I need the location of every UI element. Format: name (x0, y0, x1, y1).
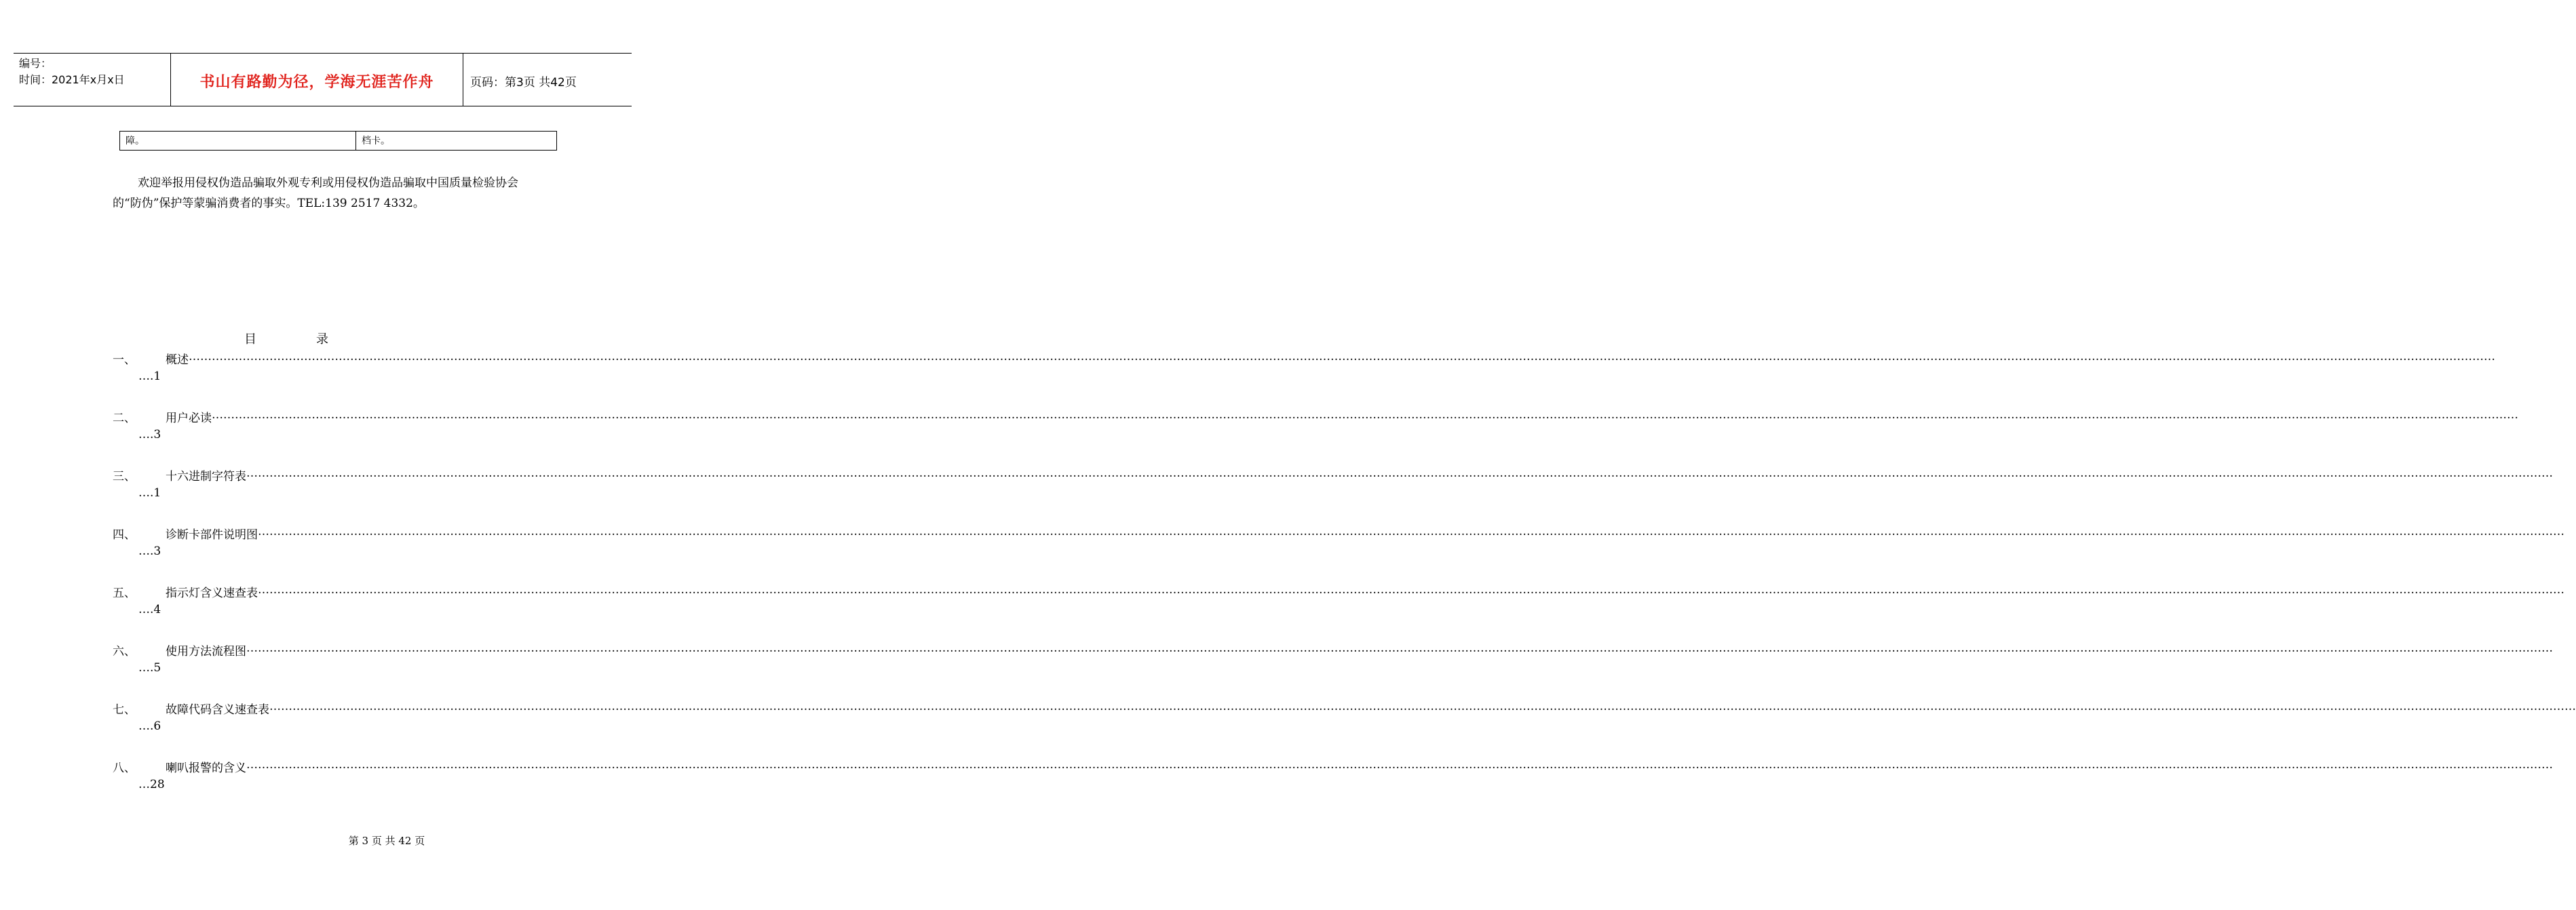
header-meta (19, 56, 125, 88)
toc-leader-dots: …………………………………………………………………………………………………………………………………………………………………………………………………………………………………………………………………………………………………………………………………………………………………………………………………………………………………………………………………………………………………………………………………………………… (246, 467, 2553, 480)
toc-title (244, 330, 328, 347)
time-label: 时间：2021年x月x日 (19, 73, 125, 86)
toc-item-page: ….3 (138, 545, 161, 558)
toc-leader-dots: …………………………………………………………………………………………………………………………………………………………………………………………………………………………………………………………………………………………………………………………………………………………………………………………………………………………………………………………………………………………………………………………………………………… (258, 525, 2564, 538)
toc-item-page: ….5 (138, 661, 161, 675)
toc-item-label: 诊断卡部件说明图 (166, 528, 258, 542)
header-top-rule (14, 53, 632, 54)
toc-item-label: 指示灯含义速查表 (166, 587, 258, 600)
toc-title-char-1: 目 (244, 332, 256, 347)
toc-leader-dots: …………………………………………………………………………………………………………………………………………………………………………………………………………………………………………………………………………………………………………………………………………………………………………………………………………………………………………………………………………………………………………………………………………………… (246, 758, 2553, 772)
serial-label: 编号： (19, 57, 52, 70)
toc-item-number: 六、 (113, 645, 136, 658)
toc-item[interactable] (113, 408, 2518, 449)
toc-title-char-2: 录 (316, 332, 328, 347)
toc-item-number: 二、 (113, 412, 136, 425)
toc-leader-dots: …………………………………………………………………………………………………………………………………………………………………………………………………………………………………………………………………………………………………………………………………………………………………………………………………………………………………………………………………………………………………………………………………………………… (246, 641, 2553, 655)
toc-item[interactable] (113, 641, 2553, 682)
toc-item-page: ….4 (138, 603, 161, 616)
toc-item-number: 三、 (113, 470, 136, 483)
toc-item-label: 用户必读 (166, 412, 212, 425)
toc-item-page: ….1 (138, 486, 161, 500)
toc-item-page: …28 (138, 778, 165, 791)
toc-item[interactable] (113, 700, 2576, 740)
table-cell-left: 障。 (120, 132, 356, 150)
page-footer: 第 3 页 共 42 页 (348, 835, 425, 847)
toc-item-number: 一、 (113, 353, 136, 367)
table-cell-right: 档卡。 (362, 136, 390, 146)
toc-item[interactable] (113, 525, 2564, 566)
toc-item[interactable] (113, 583, 2564, 624)
toc-item[interactable] (113, 467, 2553, 507)
continued-table (119, 131, 557, 151)
toc-item-number: 五、 (113, 587, 136, 600)
header-motto: 书山有路勤为径，学海无涯苦作舟 (199, 74, 434, 91)
toc-item-label: 喇叭报警的含义 (166, 761, 246, 775)
toc-item[interactable] (113, 350, 2495, 391)
toc-item-number: 八、 (113, 761, 136, 775)
toc-item-page: ….6 (138, 719, 161, 733)
toc-item-page: ….1 (138, 370, 161, 383)
toc-item-label: 使用方法流程图 (166, 645, 246, 658)
toc-leader-dots: …………………………………………………………………………………………………………………………………………………………………………………………………………………………………………………………………………………………………………………………………………………………………………………………………………………………………………………………………………………………………………………………………………………… (269, 700, 2576, 713)
toc-leader-dots: …………………………………………………………………………………………………………………………………………………………………………………………………………………………………………………………………………………………………………………………………………………………………………………………………………………………………………………………………………………………………………………………………………………… (212, 408, 2518, 422)
toc-leader-dots: …………………………………………………………………………………………………………………………………………………………………………………………………………………………………………………………………………………………………………………………………………………………………………………………………………………………………………………………………………………………………………………………………………………… (189, 350, 2495, 363)
toc-item-label: 概述 (166, 353, 189, 367)
toc-leader-dots: …………………………………………………………………………………………………………………………………………………………………………………………………………………………………………………………………………………………………………………………………………………………………………………………………………………………………………………………………………………………………………………………………………………… (258, 583, 2564, 597)
toc-item-number: 四、 (113, 528, 136, 542)
toc-item[interactable] (113, 758, 2553, 799)
anti-counterfeit-notice: 欢迎举报用侵权伪造品骗取外观专利或用侵权伪造品骗取中国质量检验协会的“防伪”保护等蒙骗消费者的事实。TEL:139 2517 4332。 (113, 176, 518, 210)
header-page-info: 页码：第3页 共42页 (470, 76, 577, 90)
toc-item-label: 故障代码含义速查表 (166, 703, 269, 717)
toc-item-page: ….3 (138, 428, 161, 441)
toc-item-number: 七、 (113, 703, 136, 717)
toc-item-label: 十六进制字符表 (166, 470, 246, 483)
